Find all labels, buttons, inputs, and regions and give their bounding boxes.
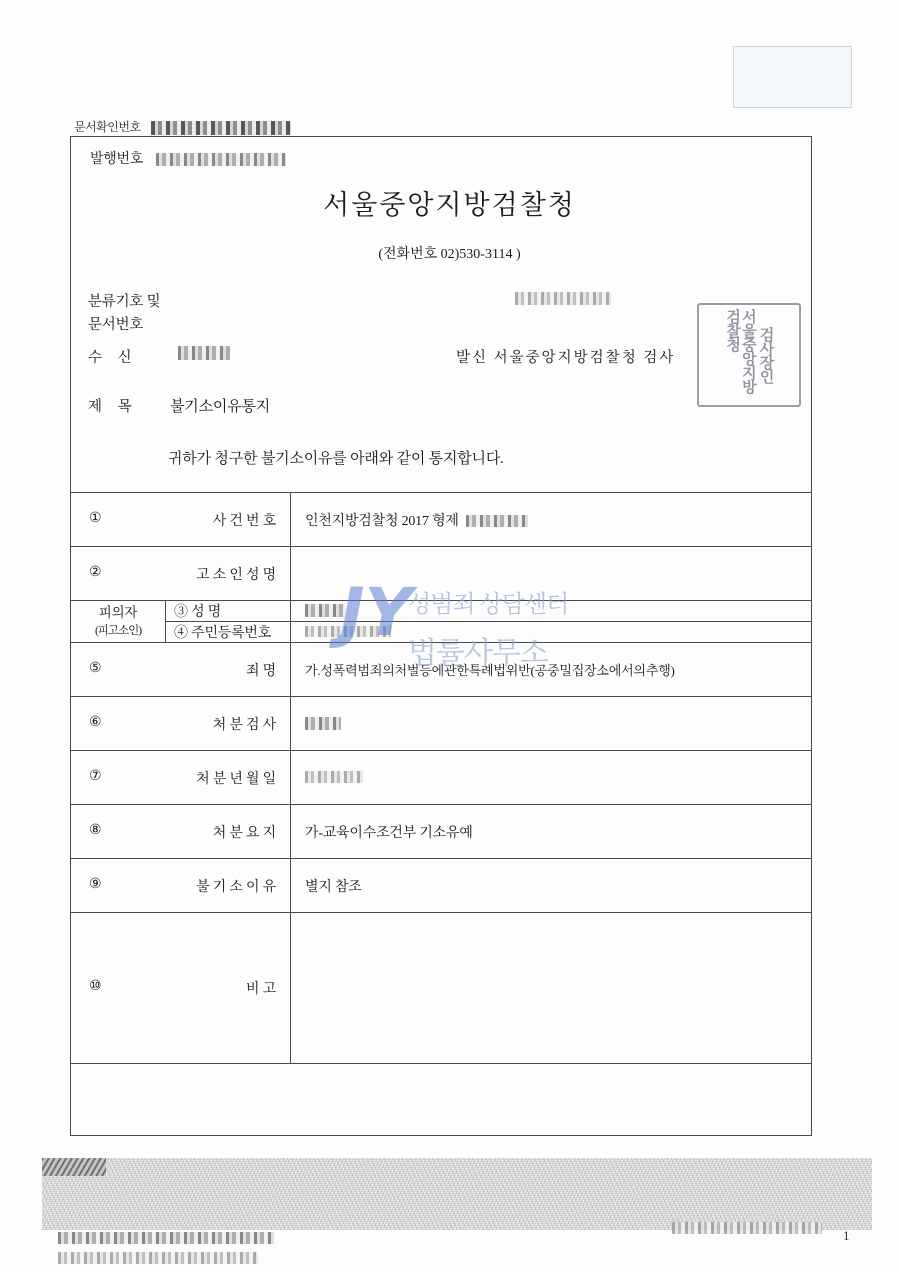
row-value-charge: 가.성폭력범죄의처벌등에관한특례법위반(공중밀집장소에서의추행) [291, 643, 812, 697]
row-number: ② [89, 564, 102, 580]
row-number: ③ [174, 605, 188, 620]
phone-line: (전화번호 02)530-3114 ) [378, 247, 521, 262]
row-value-accused-name [291, 601, 812, 622]
redaction-bar-disposition-date [305, 771, 363, 783]
scan-artifact-corner [42, 1158, 106, 1176]
redaction-bar-case-number [466, 515, 528, 527]
row-label-case-number [71, 493, 291, 547]
table-row [71, 859, 812, 913]
accused-sublabel: (피고소인) [94, 625, 142, 637]
table-row [71, 601, 812, 622]
sender-text: 발신 서울중앙지방검찰청 검사 [456, 350, 676, 366]
row-label-text: 비 고 [246, 982, 276, 997]
row-value-disposition-date [291, 751, 812, 805]
subject-value: 불기소이유통지 [170, 399, 271, 415]
row-value-resident-number [291, 622, 812, 643]
row-number: ⑥ [89, 714, 102, 730]
table-row [71, 913, 812, 1064]
row-label-text: 주민등록번호 [191, 626, 272, 641]
row-label-prosecutor [71, 697, 291, 751]
row-label-disposition-summary [71, 805, 291, 859]
redaction-bar-accused-name [305, 604, 345, 617]
row-label-complainant-name [71, 547, 291, 601]
redaction-bar-prosecutor [305, 717, 341, 730]
row-number: ⑨ [89, 876, 102, 892]
watermark-line2: 법률사무소 [408, 637, 548, 670]
row-label-resident-number [166, 622, 291, 643]
row-value-case-number [291, 493, 812, 547]
row-label-reason [71, 859, 291, 913]
row-label-text: 처 분 년 월 일 [196, 771, 276, 787]
official-seal-icon [697, 303, 801, 407]
document-confirm-number [74, 118, 291, 135]
table-row [71, 643, 812, 697]
watermark-logo: JY [340, 574, 413, 651]
redaction-bar-receiver [178, 346, 230, 360]
row-label-text: 처 분 요 지 [212, 825, 276, 841]
seal-column-1: 서울중앙지방검찰청 [724, 309, 758, 393]
row-label-remarks [71, 913, 291, 1064]
issue-number [90, 148, 286, 168]
organization-title: 서울중앙지방검찰청 [323, 190, 576, 220]
row-number: ⑦ [89, 768, 102, 784]
redaction-bar-resident-number [305, 626, 391, 637]
row-label-accused-name [166, 601, 291, 622]
row-number: ① [89, 510, 102, 526]
seal-column-2: 검사장인 [757, 327, 776, 383]
case-number-text: 인천지방검찰청 2017 형제 [305, 513, 459, 529]
table-row [71, 751, 812, 805]
receiver-value [178, 344, 230, 361]
redaction-bar-footer-left [58, 1232, 274, 1244]
classification-value [515, 290, 611, 307]
row-label-text: 처 분 검 사 [212, 717, 276, 733]
accused-label: 피의자 [98, 604, 138, 620]
redaction-bar-classification [515, 292, 611, 305]
row-number: ④ [174, 626, 188, 641]
table-row [71, 697, 812, 751]
row-value-prosecutor [291, 697, 812, 751]
subject-label: 제 목 [88, 399, 138, 415]
row-label-text: 고 소 인 성 명 [196, 567, 276, 583]
notice-table [70, 492, 812, 1064]
sender-line [456, 346, 675, 367]
notice-sentence: 귀하가 청구한 불기소이유를 아래와 같이 통지합니다. [168, 451, 504, 467]
row-label-text: 성 명 [191, 605, 222, 620]
redaction-bar-issue-number [156, 153, 286, 166]
classification-label-line1: 분류기호 및 [88, 294, 161, 310]
row-number: ⑤ [89, 660, 102, 676]
row-number: ⑩ [89, 979, 102, 994]
scan-artifact-band [42, 1158, 872, 1230]
table-row [71, 805, 812, 859]
classification-label-line2: 문서번호 [88, 317, 144, 333]
row-label-text: 사 건 번 호 [212, 513, 276, 529]
watermark-line1: 성범죄 상담센터 [408, 592, 569, 618]
redaction-bar-confirm-number [151, 121, 291, 135]
row-value-reason: 별지 참조 [291, 859, 812, 913]
table-row [71, 622, 812, 643]
row-label-text: 죄 명 [246, 663, 276, 679]
issue-number-label: 발행번호 [90, 152, 143, 167]
row-value-disposition-summary: 가-교육이수조건부 기소유예 [291, 805, 812, 859]
row-label-charge [71, 643, 291, 697]
row-label-disposition-date [71, 751, 291, 805]
page-number: 1 [843, 1228, 850, 1243]
table-row [71, 547, 812, 601]
row-value-remarks [291, 913, 812, 1064]
row-number: ⑧ [89, 822, 102, 838]
redaction-bar-footer-left-2 [58, 1252, 258, 1264]
top-right-box [733, 46, 852, 108]
redaction-bar-footer-right [672, 1222, 822, 1234]
document-confirm-number-label: 문서확인번호 [74, 120, 141, 134]
accused-group-label [71, 601, 166, 643]
row-value-complainant-name [291, 547, 812, 601]
receiver-label: 수 신 [88, 350, 138, 366]
table-row [71, 493, 812, 547]
row-label-text: 불 기 소 이 유 [196, 879, 276, 895]
